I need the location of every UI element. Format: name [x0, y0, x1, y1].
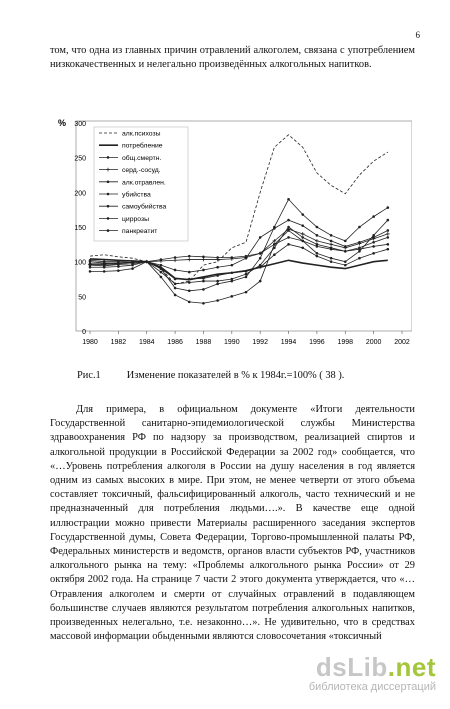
x-tick-label: 1986 — [167, 339, 183, 346]
series-point — [202, 258, 206, 262]
y-tick-label: 50 — [78, 294, 86, 302]
series-point — [287, 229, 290, 232]
line-chart — [52, 117, 412, 357]
watermark — [286, 652, 436, 693]
series-point — [358, 247, 361, 250]
y-tick-label: 200 — [74, 190, 86, 198]
x-tick-label: 1980 — [82, 339, 98, 346]
paragraph-main: Для примера, в официальном документе «Итоги деятельности Государственной санитарно-эпидемиологической службы Министерства здравоохранения РФ по надзору за производством, реализацией спиртов и алкогольной продукции в Российской Федерации за 2002 год» сообщается, что «…Уровень потребления алкоголя в России на душу населения в год является одним из самых высоких в мире. При этом, не менее четверти от этого объема составляет токсичный, фальсифицированный алкоголь, часто технический и не предназначенный для потребления людьми….». В качестве еще одной иллюстрации можно привести Материалы расширенного заседания экспертов Государственной думы, Совета Федерации, Торгово-промышленной палаты РФ, Федеральных министерств и ведомств, органов власти субъектов РФ, участников алкогольного рынка на тему: «Проблемы алкогольного рынка России» от 29 октября 2002 года. На странице 7 части 2 этого документа утверждается, что «…Отравления алкоголем и смерти от случайных отравлений в подавляющем большинстве случаев являются результатом потребления алкогольных напитков, произведенных нелегально, т.е. незаконно…». Не удивительно, что в средствах массовой информации обыденными являются словосочетания «токсичный — [50, 404, 415, 643]
x-tick-label: 1982 — [110, 339, 127, 346]
series-point — [387, 243, 390, 246]
y-axis-label: % — [58, 118, 67, 128]
series-point — [330, 234, 333, 237]
series-point — [344, 264, 347, 267]
series-point — [316, 252, 319, 255]
series-point — [174, 283, 177, 286]
legend-label: серд.-сосуд. — [122, 167, 161, 175]
series-point — [174, 278, 177, 281]
series-point — [216, 299, 219, 302]
series-point — [173, 258, 177, 262]
series-point — [330, 260, 333, 263]
x-tick-label: 1988 — [195, 339, 212, 346]
series-point — [202, 280, 205, 283]
series-point — [358, 226, 361, 229]
series-point — [245, 276, 248, 279]
series-point — [301, 247, 304, 250]
series-point — [160, 271, 163, 274]
y-tick-label: 0 — [82, 329, 86, 336]
series-point — [316, 234, 319, 237]
x-tick-label: 1990 — [224, 339, 240, 346]
figure-caption — [77, 370, 344, 381]
watermark-brand-b: .net — [387, 652, 436, 682]
series-point — [231, 264, 234, 267]
y-tick-label: 250 — [74, 155, 86, 163]
legend-marker — [107, 181, 110, 184]
legend-label: потребление — [122, 142, 163, 150]
legend-label: общ.смертн. — [122, 154, 162, 162]
figure — [52, 117, 412, 362]
legend-label: убийства — [122, 191, 151, 199]
legend-marker — [107, 217, 110, 220]
series-point — [301, 232, 305, 236]
series-point — [372, 234, 375, 237]
series-point — [329, 243, 333, 247]
series-point — [344, 240, 347, 243]
legend-marker — [107, 156, 110, 159]
series-point — [187, 258, 191, 262]
series-point — [358, 241, 361, 244]
series-point — [202, 288, 205, 291]
legend-label: алк.отравлен. — [122, 179, 166, 187]
series-point — [245, 291, 248, 294]
series-point — [315, 239, 319, 243]
series-point — [301, 240, 304, 243]
series-point — [330, 240, 333, 243]
y-tick-label: 300 — [74, 121, 86, 128]
x-tick-label: 2002 — [394, 339, 410, 346]
legend-label: алк.психозы — [122, 130, 161, 138]
series-point — [231, 271, 234, 274]
legend-marker — [107, 229, 110, 232]
watermark-subtitle: библиотека диссертаций — [308, 681, 436, 693]
series-point — [216, 283, 219, 286]
series-point — [245, 257, 248, 260]
series-point — [273, 253, 276, 256]
series-point — [273, 227, 276, 230]
x-tick-label: 1992 — [252, 339, 268, 346]
series-point — [174, 294, 177, 297]
x-tick-label: 1984 — [138, 339, 155, 346]
series-point — [287, 226, 290, 229]
series-point — [316, 243, 319, 246]
series-point — [131, 261, 134, 264]
series-point — [202, 256, 205, 259]
series-point — [372, 245, 375, 248]
y-tick-label: 150 — [74, 225, 86, 232]
series-point — [174, 287, 177, 290]
watermark-brand-a: dsLib — [315, 652, 388, 682]
series-point — [372, 241, 375, 244]
series-point — [231, 295, 234, 298]
legend-marker — [107, 205, 110, 208]
series-point — [89, 264, 92, 267]
series-point — [245, 273, 248, 276]
series-point — [117, 262, 120, 265]
series-point — [358, 257, 361, 260]
series-point — [245, 270, 248, 273]
series-point — [387, 219, 390, 222]
series-point — [372, 252, 375, 255]
series-point — [103, 265, 106, 268]
series-point — [103, 262, 106, 265]
series-point — [330, 257, 333, 260]
series-point — [316, 255, 319, 258]
series-point — [160, 264, 163, 267]
series-point — [330, 247, 333, 250]
series-point — [273, 243, 276, 246]
series-point — [287, 236, 290, 239]
legend-marker — [107, 193, 110, 196]
series-point — [287, 219, 290, 222]
x-tick-label: 2000 — [365, 339, 382, 346]
paragraph-intro: том, что одна из главных причин отравлений алкоголем, связана с употреблением низкокачественных и нелегально произведённых алкогольных напитков. — [50, 45, 415, 71]
series-point — [387, 229, 390, 232]
series-point — [231, 278, 234, 281]
series-point — [386, 232, 390, 236]
legend-label: циррозы — [122, 215, 149, 223]
series-point — [174, 256, 177, 259]
series-point — [344, 245, 347, 248]
series-point — [89, 270, 92, 273]
series-point — [372, 215, 375, 218]
series-point — [287, 243, 290, 246]
series-point — [202, 277, 205, 280]
page-number: 6 — [415, 30, 420, 40]
series-point — [131, 267, 134, 270]
series-point — [358, 250, 361, 253]
legend-label: панкреатит — [122, 228, 158, 236]
series-point — [387, 236, 390, 239]
series-point — [344, 250, 347, 253]
x-tick-label: 1998 — [337, 339, 354, 346]
series-point — [103, 270, 106, 273]
series-point — [259, 236, 262, 239]
watermark-logo — [286, 652, 436, 683]
x-tick-label: 1994 — [280, 339, 297, 346]
series-point — [89, 260, 92, 263]
series-point — [301, 213, 304, 216]
series-point — [160, 267, 163, 270]
caption-text: Изменение показателей в % к 1984г.=100% ( 38 ). — [126, 370, 345, 381]
series-point — [188, 301, 191, 304]
series-point — [387, 248, 390, 251]
legend-label: самоубийства — [122, 203, 167, 211]
series-point — [188, 271, 191, 274]
series-point — [216, 280, 219, 283]
x-tick-label: 1996 — [309, 339, 325, 346]
series-point — [202, 302, 205, 305]
series-point — [188, 289, 191, 292]
series-point — [216, 274, 219, 277]
series-point — [188, 255, 191, 258]
series-point — [160, 276, 163, 279]
series-point — [259, 266, 262, 269]
series-point — [202, 269, 205, 272]
y-tick-label: 100 — [74, 259, 86, 267]
series-point — [316, 226, 319, 229]
series-point — [259, 257, 262, 260]
series-point — [188, 281, 191, 284]
series-point — [259, 280, 262, 283]
series-point — [216, 266, 219, 269]
series-point — [344, 260, 347, 263]
series-point — [301, 236, 304, 239]
caption-label: Рис.1 — [77, 370, 101, 381]
series-point — [117, 269, 120, 272]
series-point — [287, 198, 290, 201]
series-point — [145, 260, 148, 263]
series-point — [387, 206, 390, 209]
series-point — [174, 269, 177, 272]
series-point — [188, 278, 191, 281]
series-point — [301, 224, 304, 227]
